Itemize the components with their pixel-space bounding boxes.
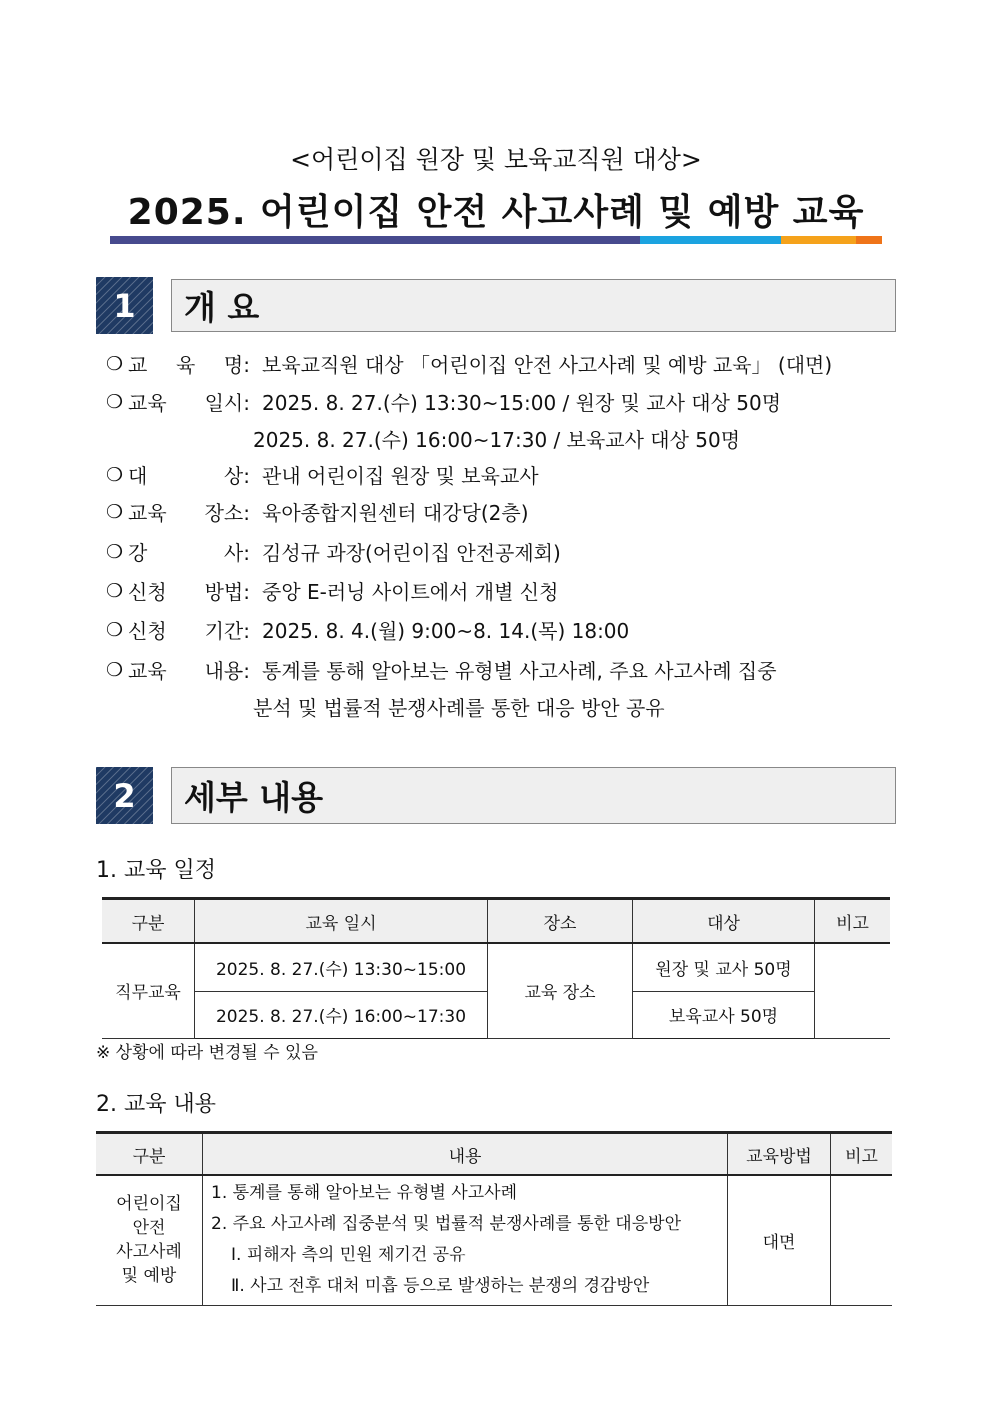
column-header: 장소 [488, 899, 633, 944]
title-bar-segment-4 [856, 236, 882, 244]
schedule-note: ※ 상황에 따라 변경될 수 있음 [96, 1043, 318, 1063]
place-cell: 교육 장소 [488, 943, 633, 1038]
section-1-number: 1 [96, 277, 153, 334]
document-subtitle: <어린이집 원장 및 보육교직원 대상> [290, 145, 702, 174]
schedule-table [102, 897, 890, 1039]
overview-value: 관내 어린이집 원장 및 보육교사 [262, 464, 539, 488]
remark-cell [815, 943, 891, 1038]
overview-value: 2025. 8. 27.(수) 13:30~15:00 / 원장 및 교사 대상 50명 [262, 391, 782, 415]
target-cell: 원장 및 교사 50명 [633, 943, 815, 991]
bullet-icon: ❍ [106, 618, 124, 641]
overview-value-continued: 분석 및 법률적 분쟁사례를 통한 대응 방안 공유 [253, 696, 665, 720]
title-bar-segment-3 [781, 236, 856, 244]
method-cell: 대면 [728, 1175, 831, 1305]
bullet-icon: ❍ [106, 579, 124, 602]
section-1-title: 개 요 [171, 279, 896, 332]
overview-label: 강 사: [128, 541, 250, 565]
overview-label: 신청 방법: [128, 580, 250, 604]
content-subline: Ⅱ. 사고 전후 대처 미흡 등으로 발생하는 분쟁의 경감방안 [231, 1276, 650, 1297]
document-title: 2025. 어린이집 안전 사고사례 및 예방 교육 [127, 192, 865, 233]
bullet-icon: ❍ [106, 463, 124, 486]
overview-item-content [106, 655, 777, 684]
bullet-icon: ❍ [106, 540, 124, 563]
title-bar-segment-1 [110, 236, 640, 244]
overview-value: 김성규 과장(어린이집 안전공제회) [262, 541, 561, 565]
overview-label: 교육 일시: [128, 391, 250, 415]
overview-value: 보육교직원 대상 「어린이집 안전 사고사례 및 예방 교육」 (대면) [262, 353, 833, 377]
bullet-icon: ❍ [106, 658, 124, 681]
column-header: 비고 [831, 1133, 893, 1176]
overview-item-instructor [106, 537, 561, 566]
section-2-title: 세부 내용 [171, 767, 896, 824]
category-line: 어린이집 [116, 1194, 182, 1215]
table-header-row [96, 1133, 892, 1176]
table-row [102, 943, 890, 991]
table-row [96, 1175, 892, 1305]
overview-label: 교육 장소: [128, 501, 250, 525]
target-cell: 보육교사 50명 [633, 991, 815, 1038]
content-table [96, 1131, 892, 1306]
column-header: 구분 [102, 899, 195, 944]
overview-value: 2025. 8. 4.(월) 9:00~8. 14.(목) 18:00 [262, 619, 630, 643]
overview-label: 대 상: [128, 464, 250, 488]
category-cell: 직무교육 [102, 943, 195, 1038]
overview-label: 교 육 명: [128, 353, 250, 377]
overview-item-target [106, 460, 539, 489]
datetime-cell: 2025. 8. 27.(수) 16:00~17:30 [195, 991, 488, 1038]
title-bar-segment-2 [640, 236, 781, 244]
overview-label: 신청 기간: [128, 619, 250, 643]
bullet-icon: ❍ [106, 390, 124, 413]
overview-item-apply-period [106, 615, 629, 644]
table-header-row [102, 899, 890, 944]
content-line: 1. 통계를 통해 알아보는 유형별 사고사례 [211, 1183, 517, 1204]
column-header: 교육 일시 [195, 899, 488, 944]
remark-cell [831, 1175, 893, 1305]
category-line: 사고사례 [116, 1242, 182, 1263]
column-header: 대상 [633, 899, 815, 944]
category-line: 안전 [132, 1218, 166, 1239]
overview-value: 육아종합지원센터 대강당(2층) [262, 501, 529, 525]
column-header: 비고 [815, 899, 891, 944]
schedule-heading: 1. 교육 일정 [96, 858, 216, 883]
overview-item-place [106, 497, 529, 526]
overview-item-apply-method [106, 576, 558, 605]
overview-value: 중앙 E-러닝 사이트에서 개별 신청 [262, 580, 559, 604]
column-header: 교육방법 [728, 1133, 831, 1176]
section-2-number: 2 [96, 767, 153, 824]
bullet-icon: ❍ [106, 500, 124, 523]
overview-item-datetime [106, 387, 781, 416]
content-cell [203, 1175, 728, 1305]
bullet-icon: ❍ [106, 352, 124, 375]
column-header: 구분 [96, 1133, 203, 1176]
category-line: 및 예방 [121, 1266, 177, 1287]
datetime-cell: 2025. 8. 27.(수) 13:30~15:00 [195, 943, 488, 991]
category-cell [96, 1175, 203, 1305]
content-line: 2. 주요 사고사례 집중분석 및 법률적 분쟁사례를 통한 대응방안 [211, 1214, 681, 1235]
content-heading: 2. 교육 내용 [96, 1092, 216, 1117]
overview-label: 교육 내용: [128, 659, 250, 683]
overview-value-continued: 2025. 8. 27.(수) 16:00~17:30 / 보육교사 대상 50명 [253, 428, 741, 452]
overview-value: 통계를 통해 알아보는 유형별 사고사례, 주요 사고사례 집중 [262, 659, 777, 683]
column-header: 내용 [203, 1133, 728, 1176]
overview-item-name [106, 349, 832, 378]
content-subline: Ⅰ. 피해자 측의 민원 제기건 공유 [231, 1245, 466, 1266]
